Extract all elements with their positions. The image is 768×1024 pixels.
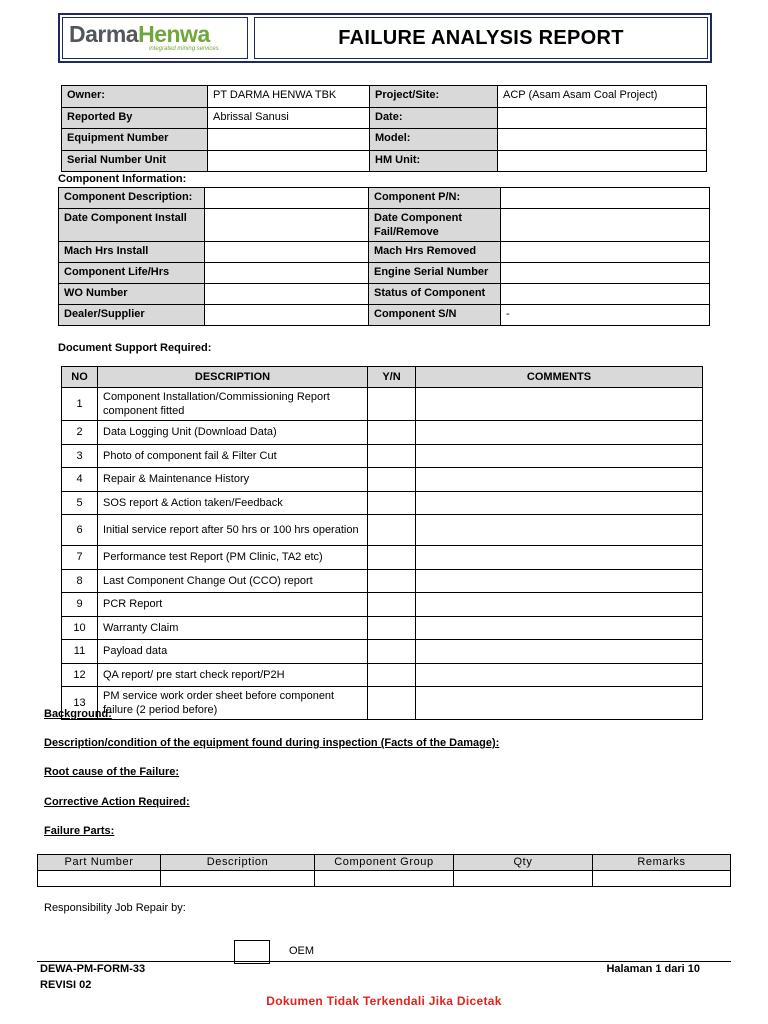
- component-info-label: Mach Hrs Install: [59, 242, 205, 263]
- project-label: Project/Site:: [370, 86, 498, 108]
- footer-divider: [37, 961, 731, 962]
- comments-cell[interactable]: [416, 444, 703, 468]
- row-number: 10: [62, 616, 98, 640]
- background-heading: Background:: [44, 708, 112, 720]
- col-header-component-group: Component Group: [315, 855, 454, 871]
- reported-by-label: Reported By: [62, 107, 208, 129]
- comments-cell[interactable]: [416, 468, 703, 492]
- corrective-action-heading: Corrective Action Required:: [44, 796, 190, 808]
- yn-cell[interactable]: [368, 687, 416, 720]
- owner-label: Owner:: [62, 86, 208, 108]
- comments-cell[interactable]: [416, 491, 703, 515]
- row-number: 6: [62, 515, 98, 546]
- component-info-label: Status of Component: [369, 284, 501, 305]
- row-description: Component Installation/Commissioning Report component fitted: [98, 388, 368, 421]
- component-info-row: [59, 209, 710, 242]
- table-row: [62, 663, 703, 687]
- table-row: [62, 569, 703, 593]
- table-row: [62, 491, 703, 515]
- report-header: [58, 13, 712, 63]
- col-header-qty: Qty: [454, 855, 593, 871]
- col-header-description: DESCRIPTION: [98, 367, 368, 388]
- row-description: Initial service report after 50 hrs or 100 hrs operation: [98, 515, 368, 546]
- company-logo: [62, 17, 248, 59]
- row-number: 12: [62, 663, 98, 687]
- col-header-yn: Y/N: [368, 367, 416, 388]
- row-description: Data Logging Unit (Download Data): [98, 421, 368, 445]
- row-description: Performance test Report (PM Clinic, TA2 etc): [98, 546, 368, 570]
- yn-cell[interactable]: [368, 663, 416, 687]
- row-description: Last Component Change Out (CCO) report: [98, 569, 368, 593]
- uncontrolled-notice: Dokumen Tidak Terkendali Jika Dicetak: [266, 994, 502, 1008]
- component-info-label: Engine Serial Number: [369, 263, 501, 284]
- col-header-remarks: Remarks: [593, 855, 731, 871]
- table-row: [62, 468, 703, 492]
- yn-cell[interactable]: [368, 593, 416, 617]
- row-description: PCR Report: [98, 593, 368, 617]
- document-support-table: [61, 366, 703, 720]
- yn-cell[interactable]: [368, 569, 416, 593]
- component-info-value[interactable]: [205, 242, 369, 263]
- component-info-value[interactable]: -: [501, 305, 710, 326]
- owner-value[interactable]: PT DARMA HENWA TBK: [208, 86, 370, 108]
- model-value[interactable]: [498, 129, 707, 151]
- comments-cell[interactable]: [416, 616, 703, 640]
- comments-cell[interactable]: [416, 546, 703, 570]
- yn-cell[interactable]: [368, 640, 416, 664]
- component-info-label: Date Component Install: [59, 209, 205, 242]
- component-group-cell[interactable]: [315, 871, 454, 887]
- description-cell[interactable]: [161, 871, 315, 887]
- row-description: SOS report & Action taken/Feedback: [98, 491, 368, 515]
- row-number: 4: [62, 468, 98, 492]
- logo-wordmark: DarmaHenwa: [69, 21, 210, 47]
- component-info-value[interactable]: [205, 284, 369, 305]
- row-number: 11: [62, 640, 98, 664]
- col-header-no: NO: [62, 367, 98, 388]
- component-info-value[interactable]: [501, 209, 710, 242]
- serial-number-label: Serial Number Unit: [62, 150, 208, 172]
- comments-cell[interactable]: [416, 515, 703, 546]
- equipment-number-label: Equipment Number: [62, 129, 208, 151]
- date-label: Date:: [370, 107, 498, 129]
- component-info-label: Component Life/Hrs: [59, 263, 205, 284]
- component-info-label: WO Number: [59, 284, 205, 305]
- component-info-row: [59, 188, 710, 209]
- row-number: 13: [62, 687, 98, 720]
- component-info-value[interactable]: [501, 284, 710, 305]
- row-number: 7: [62, 546, 98, 570]
- revision: REVISI 02: [40, 979, 92, 991]
- failure-parts-table: [37, 854, 731, 887]
- part-number-cell[interactable]: [38, 871, 161, 887]
- component-info-value[interactable]: [501, 242, 710, 263]
- table-row: [62, 515, 703, 546]
- component-info-label: Dealer/Supplier: [59, 305, 205, 326]
- table-row: [38, 871, 731, 887]
- hm-unit-label: HM Unit:: [370, 150, 498, 172]
- general-info-table: [61, 85, 707, 172]
- row-description: Photo of component fail & Filter Cut: [98, 444, 368, 468]
- row-number: 2: [62, 421, 98, 445]
- component-info-value[interactable]: [501, 263, 710, 284]
- component-info-value[interactable]: [501, 188, 710, 209]
- remarks-cell[interactable]: [593, 871, 731, 887]
- failure-parts-heading: Failure Parts:: [44, 825, 115, 837]
- row-number: 8: [62, 569, 98, 593]
- component-info-label: Date Component Fail/Remove: [369, 209, 501, 242]
- table-row: [62, 593, 703, 617]
- component-info-label: Mach Hrs Removed: [369, 242, 501, 263]
- component-info-value[interactable]: [205, 263, 369, 284]
- component-info-row: [59, 284, 710, 305]
- col-header-part-number: Part Number: [38, 855, 161, 871]
- table-row: [62, 388, 703, 421]
- component-info-value[interactable]: [205, 305, 369, 326]
- row-number: 1: [62, 388, 98, 421]
- form-code: DEWA-PM-FORM-33: [40, 963, 146, 975]
- row-number: 5: [62, 491, 98, 515]
- logo-tagline: integrated mining services: [149, 46, 219, 52]
- description-heading: Description/condition of the equipment found during inspection (Facts of the Damage):: [44, 737, 500, 749]
- row-number: 3: [62, 444, 98, 468]
- component-info-row: [59, 242, 710, 263]
- reported-by-value[interactable]: Abrissal Sanusi: [208, 107, 370, 129]
- yn-cell[interactable]: [368, 388, 416, 421]
- yn-cell[interactable]: [368, 468, 416, 492]
- equipment-number-value[interactable]: [208, 129, 370, 151]
- comments-cell[interactable]: [416, 421, 703, 445]
- yn-cell[interactable]: [368, 515, 416, 546]
- component-info-label: Component Information:: [58, 173, 187, 185]
- component-info-value[interactable]: [205, 188, 369, 209]
- model-label: Model:: [370, 129, 498, 151]
- qty-cell[interactable]: [454, 871, 593, 887]
- serial-number-value[interactable]: [208, 150, 370, 172]
- table-row: [62, 421, 703, 445]
- row-number: 9: [62, 593, 98, 617]
- table-row: [62, 616, 703, 640]
- oem-label: OEM: [289, 945, 315, 957]
- component-info-table: [58, 187, 710, 326]
- document-support-label: Document Support Required:: [58, 342, 212, 354]
- component-info-row: [59, 263, 710, 284]
- table-row: [62, 640, 703, 664]
- date-value[interactable]: [498, 107, 707, 129]
- comments-cell[interactable]: [416, 640, 703, 664]
- yn-cell[interactable]: [368, 616, 416, 640]
- comments-cell[interactable]: [416, 569, 703, 593]
- component-info-label: Component Description:: [59, 188, 205, 209]
- col-header-description: Description: [161, 855, 315, 871]
- comments-cell[interactable]: [416, 663, 703, 687]
- hm-unit-value[interactable]: [498, 150, 707, 172]
- component-info-value[interactable]: [205, 209, 369, 242]
- row-description: Payload data: [98, 640, 368, 664]
- page-number: Halaman 1 dari 10: [606, 963, 700, 975]
- responsibility-label: Responsibility Job Repair by:: [44, 902, 186, 914]
- yn-cell[interactable]: [368, 421, 416, 445]
- component-info-row: [59, 305, 710, 326]
- report-title: FAILURE ANALYSIS REPORT: [254, 17, 708, 59]
- project-value[interactable]: ACP (Asam Asam Coal Project): [498, 86, 707, 108]
- row-description: Repair & Maintenance History: [98, 468, 368, 492]
- table-row: [62, 546, 703, 570]
- component-info-label: Component S/N: [369, 305, 501, 326]
- row-description: QA report/ pre start check report/P2H: [98, 663, 368, 687]
- component-info-label: Component P/N:: [369, 188, 501, 209]
- yn-cell[interactable]: [368, 546, 416, 570]
- yn-cell[interactable]: [368, 491, 416, 515]
- comments-cell[interactable]: [416, 687, 703, 720]
- comments-cell[interactable]: [416, 593, 703, 617]
- table-row: [62, 687, 703, 720]
- table-row: [62, 444, 703, 468]
- comments-cell[interactable]: [416, 388, 703, 421]
- root-cause-heading: Root cause of the Failure:: [44, 766, 180, 778]
- yn-cell[interactable]: [368, 444, 416, 468]
- row-description: Warranty Claim: [98, 616, 368, 640]
- col-header-comments: COMMENTS: [416, 367, 703, 388]
- row-description: PM service work order sheet before component failure (2 period before): [98, 687, 368, 720]
